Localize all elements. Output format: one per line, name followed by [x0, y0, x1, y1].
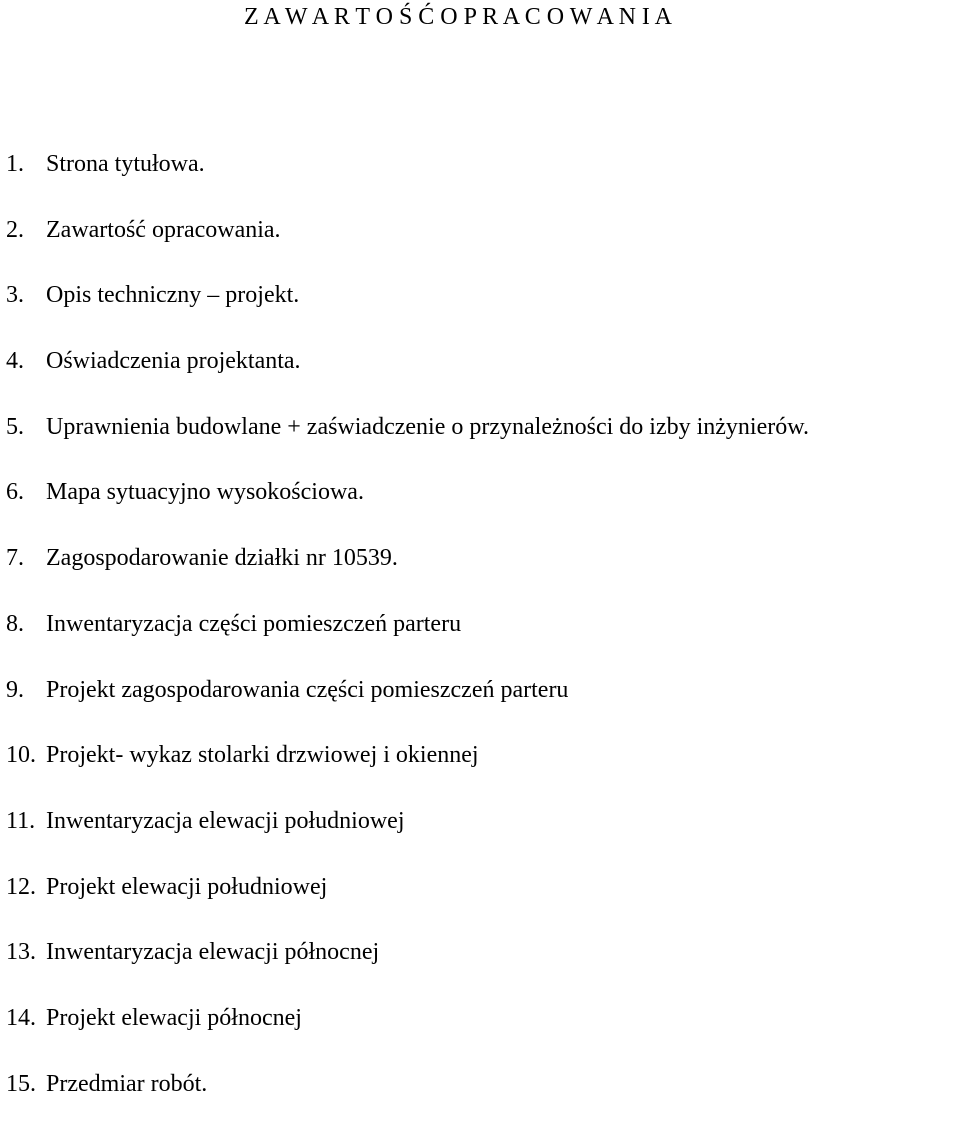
- list-item-number: 11.: [6, 807, 36, 834]
- page-title: Z A W A R T O Ś Ć O P R A C O W A N I A: [244, 4, 672, 30]
- list-item-text: Projekt- wykaz stolarki drzwiowej i okiennej: [46, 742, 479, 769]
- list-item-number: 12.: [6, 873, 36, 900]
- list-item-text: Oświadczenia projektanta.: [46, 348, 301, 375]
- list-item-text: Projekt zagospodarowania części pomieszczeń parteru: [46, 676, 569, 703]
- list-item-text: Przedmiar robót.: [46, 1070, 208, 1097]
- list-item: [6, 148, 809, 214]
- list-item-text: Projekt elewacji północnej: [46, 1004, 302, 1031]
- list-item-text: Opis techniczny – projekt.: [46, 282, 300, 309]
- list-item-text: Zagospodarowanie działki nr 10539.: [46, 545, 398, 572]
- list-item-number: 13.: [6, 939, 36, 966]
- list-item-number: 7.: [6, 545, 24, 572]
- list-item-text: Strona tytułowa.: [46, 151, 205, 177]
- list-item-text: Inwentaryzacja części pomieszczeń parteru: [46, 610, 462, 637]
- list-item-number: 10.: [6, 742, 36, 769]
- list-item-text: Inwentaryzacja elewacji północnej: [46, 939, 380, 966]
- list-item: [6, 345, 809, 411]
- list-item: [6, 805, 809, 871]
- list-item-text: Zawartość opracowania.: [46, 216, 281, 243]
- list-item-number: 8.: [6, 610, 24, 637]
- list-item: [6, 739, 809, 805]
- list-item: [6, 1068, 809, 1133]
- list-item: [6, 214, 809, 280]
- list-item: [6, 936, 809, 1002]
- list-item-text: Inwentaryzacja elewacji południowej: [46, 807, 405, 834]
- list-item: [6, 411, 809, 477]
- list-item-number: 9.: [6, 676, 24, 703]
- list-item: [6, 476, 809, 542]
- list-item-number: 6.: [6, 479, 24, 506]
- list-item-number: 15.: [6, 1070, 36, 1097]
- list-item-text: Uprawnienia budowlane + zaświadczenie o przynależności do izby inżynierów.: [46, 413, 810, 440]
- list-item-number: 2.: [6, 216, 24, 243]
- list-item-text: Mapa sytuacyjno wysokościowa.: [46, 479, 364, 506]
- table-of-contents: [6, 148, 809, 1133]
- list-item: [6, 542, 809, 608]
- list-item: [6, 674, 809, 740]
- list-item-number: 1.: [6, 151, 24, 177]
- list-item: [6, 608, 809, 674]
- list-item: [6, 1002, 809, 1068]
- list-item-number: 3.: [6, 282, 24, 309]
- list-item-number: 14.: [6, 1004, 36, 1031]
- list-item: [6, 871, 809, 937]
- list-item-text: Projekt elewacji południowej: [46, 873, 328, 900]
- list-item-number: 5.: [6, 413, 24, 440]
- list-item-number: 4.: [6, 348, 24, 375]
- list-item: [6, 279, 809, 345]
